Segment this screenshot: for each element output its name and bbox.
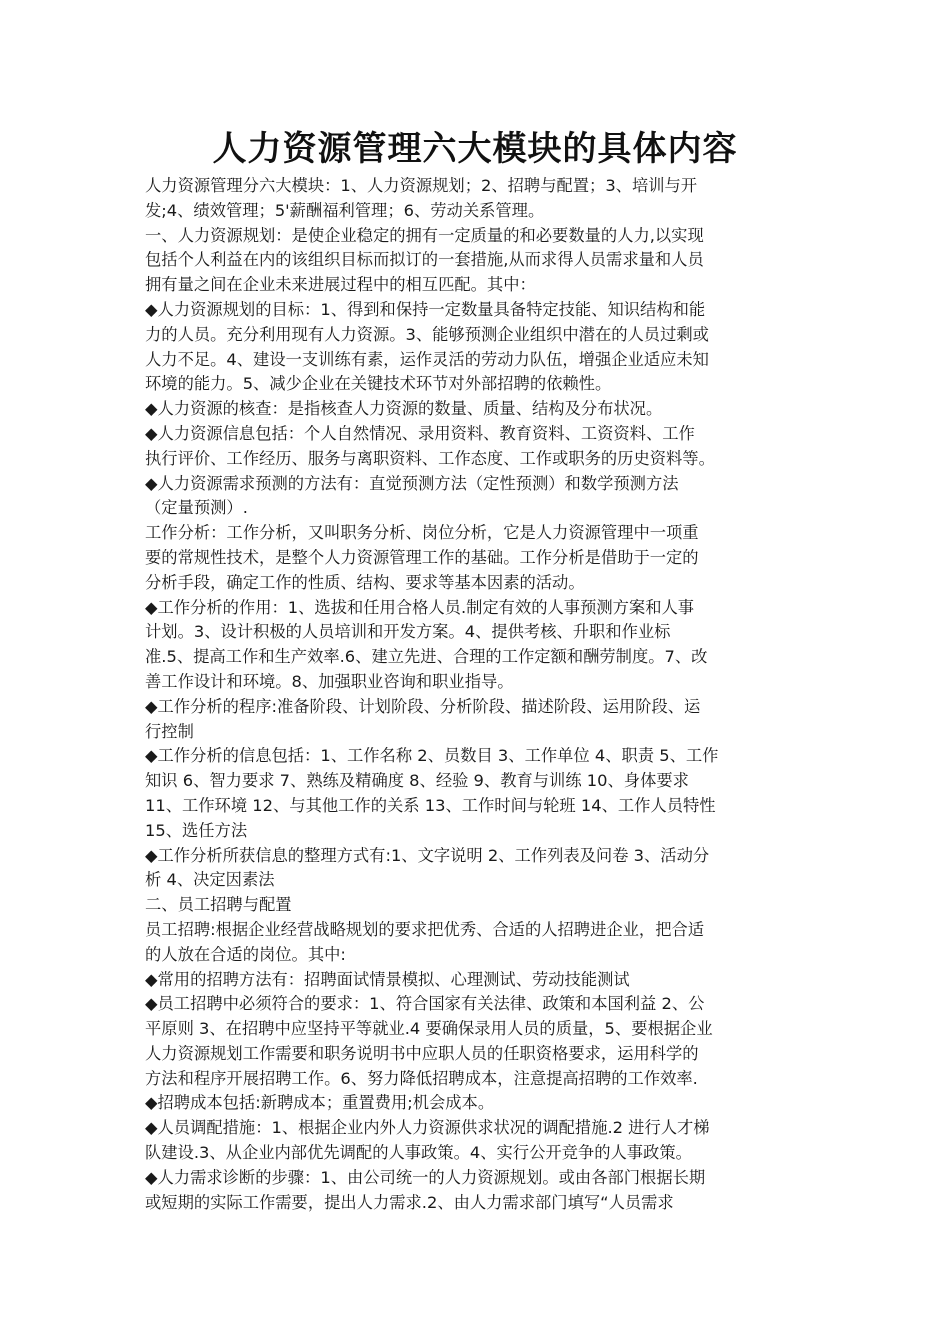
- text-line: ◆人力资源信息包括：个人自然情况、录用资料、教育资料、工资资料、工作: [145, 423, 695, 443]
- text-line: 的人放在合适的岗位。其中:: [145, 944, 346, 964]
- text-line: 拥有量之间在企业未来进展过程中的相互匹配。其中：: [145, 275, 536, 295]
- text-line: 力的人员。充分利用现有人力资源。3、能够预测企业组织中潜在的人员过剩或: [145, 324, 709, 344]
- document-title: 人力资源管理六大模块的具体内容: [212, 129, 738, 169]
- text-line: 善工作设计和环境。8、加强职业咨询和职业指导。: [145, 671, 514, 691]
- text-line: 工作分析：工作分析，又叫职务分析、岗位分析，它是人力资源管理中一项重: [145, 523, 699, 543]
- text-line: 二、员工招聘与配置: [145, 895, 292, 915]
- text-line: ◆招聘成本包括:新聘成本；重置费用;机会成本。: [145, 1093, 495, 1113]
- text-line: （定量预测）.: [145, 498, 248, 518]
- text-line: 执行评价、工作经历、服务与离职资料、工作态度、工作或职务的历史资料等。: [145, 448, 715, 468]
- text-line: 知识 6、智力要求 7、熟练及精确度 8、经验 9、教育与训练 10、身体要求: [145, 771, 689, 791]
- text-line: ◆人力需求诊断的步骤：1、由公司统一的人力资源规划。或由各部门根据长期: [145, 1167, 706, 1187]
- text-line: ◆人力资源需求预测的方法有：直觉预测方法（定性预测）和数学预测方法: [145, 473, 679, 493]
- text-line: ◆工作分析的信息包括：1、工作名称 2、员数目 3、工作单位 4、职责 5、工作: [145, 746, 719, 766]
- text-line: 包括个人利益在内的该组织目标而拟订的一套措施,从而求得人员需求量和人员: [145, 250, 704, 270]
- text-line: 环境的能力。5、减少企业在关键技术环节对外部招聘的依赖性。: [145, 374, 612, 394]
- text-line: 一、人力资源规划：是使企业稳定的拥有一定质量的和必要数量的人力,以实现: [145, 225, 704, 245]
- text-line: 析 4、决定因素法: [145, 870, 275, 890]
- text-line: 15、选任方法: [145, 820, 248, 840]
- text-line: 人力资源管理分六大模块：1、人力资源规划；2、招聘与配置；3、培训与开: [145, 176, 698, 195]
- document-body: [145, 174, 815, 1215]
- text-line: 人力不足。4、建设一支训练有素，运作灵活的劳动力队伍，增强企业适应未知: [145, 349, 709, 369]
- text-line: 队建设.3、从企业内部优先调配的人事政策。4、实行公开竞争的人事政策。: [145, 1143, 692, 1163]
- text-line: 平原则 3、在招聘中应坚持平等就业.4 要确保录用人员的质量，5、要根据企业: [145, 1019, 713, 1039]
- text-line: 员工招聘:根据企业经营战略规划的要求把优秀、合适的人招聘进企业，把合适: [145, 919, 705, 939]
- text-line: ◆工作分析的程序:准备阶段、计划阶段、分析阶段、描述阶段、运用阶段、运: [145, 696, 701, 716]
- text-line: 要的常规性技术，是整个人力资源管理工作的基础。工作分析是借助于一定的: [145, 547, 699, 567]
- text-line: 或短期的实际工作需要，提出人力需求.2、由人力需求部门填写“人员需求: [145, 1192, 674, 1212]
- text-line: ◆工作分析所获信息的整理方式有:1、文字说明 2、工作列表及问卷 3、活动分: [145, 845, 710, 865]
- text-line: 准.5、提高工作和生产效率.6、建立先进、合理的工作定额和酬劳制度。7、改: [145, 647, 708, 667]
- text-line: 方法和程序开展招聘工作。6、努力降低招聘成本，注意提高招聘的工作效率.: [145, 1068, 698, 1088]
- text-line: 分析手段，确定工作的性质、结构、要求等基本因素的活动。: [145, 572, 585, 592]
- text-line: ◆员工招聘中必须符合的要求：1、符合国家有关法律、政策和本国利益 2、公: [145, 994, 705, 1014]
- text-line: 11、工作环境 12、与其他工作的关系 13、工作时间与轮班 14、工作人员特性: [145, 795, 716, 815]
- text-line: ◆人力资源规划的目标：1、得到和保持一定数量具备特定技能、知识结构和能: [145, 299, 706, 319]
- text-line: 发;4、绩效管理；5'薪酬福利管理；6、劳动关系管理。: [145, 200, 545, 220]
- text-line: 人力资源规划工作需要和职务说明书中应职人员的任职资格要求，运用科学的: [145, 1043, 699, 1063]
- text-line: ◆常用的招聘方法有：招聘面试情景模拟、心理测试、劳动技能测试: [145, 969, 630, 989]
- text-line: ◆人力资源的核查：是指核查人力资源的数量、质量、结构及分布状况。: [145, 399, 663, 419]
- text-line: ◆工作分析的作用：1、选拔和任用合格人员.制定有效的人事预测方案和人事: [145, 597, 695, 617]
- text-line: ◆人员调配措施：1、根据企业内外人力资源供求状况的调配措施.2 进行人才梯: [145, 1118, 710, 1138]
- text-line: 计划。3、设计积极的人员培训和开发方案。4、提供考核、升职和作业标: [145, 622, 671, 642]
- text-line: 行控制: [145, 721, 194, 741]
